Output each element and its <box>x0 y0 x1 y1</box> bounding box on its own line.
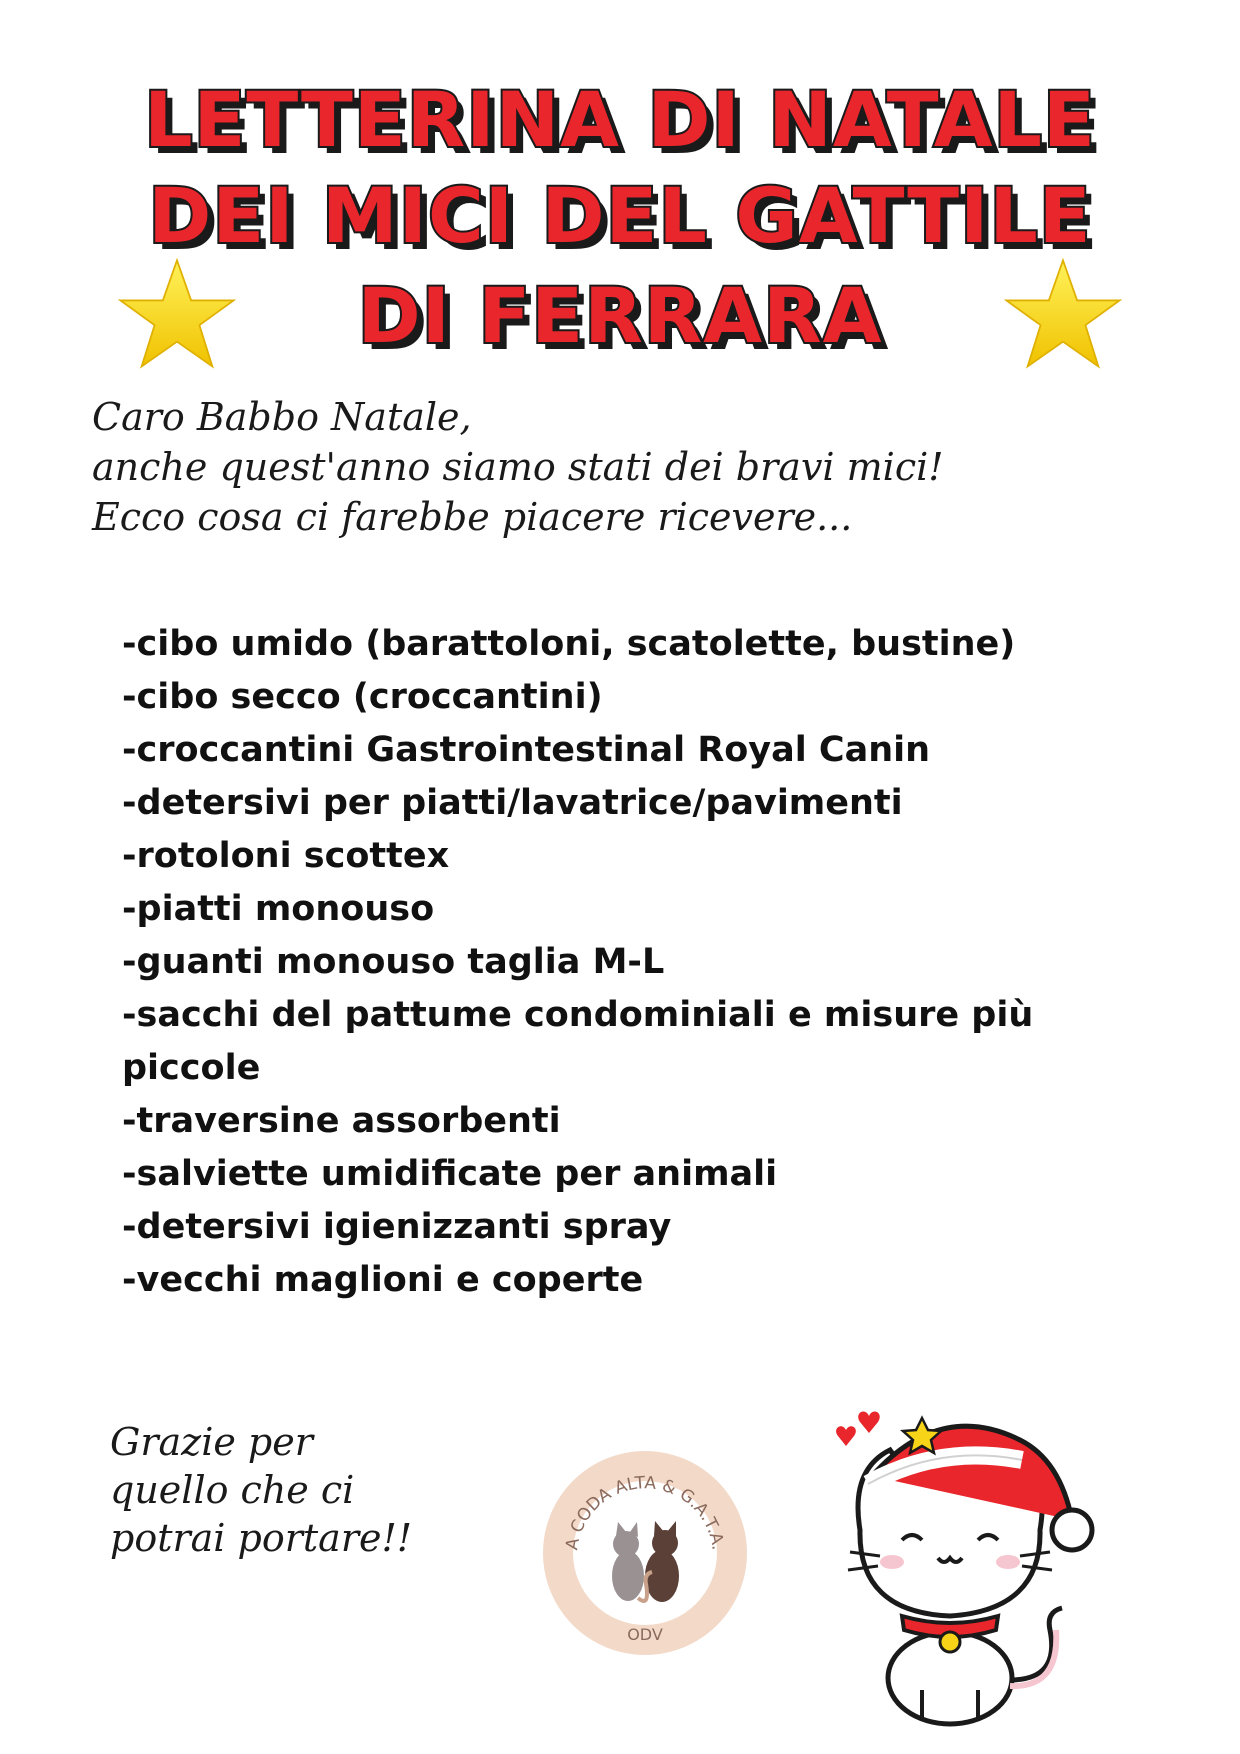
association-logo <box>540 1448 750 1658</box>
thanks-line-2: quello che ci <box>110 1468 355 1512</box>
wishlist-item: -rotoloni scottex <box>122 836 450 876</box>
thanks-line-1: Grazie per <box>110 1420 313 1464</box>
wishlist-item: -detersivi per piatti/lavatrice/pavimenti <box>122 783 903 823</box>
wishlist-item: -sacchi del pattume condominiali e misure più piccole <box>122 995 1034 1088</box>
logo-arc-text: A CODA ALTA & G.A.T.A. <box>562 1473 728 1552</box>
title-line-1: LETTERINA DI NATALE <box>144 75 1096 164</box>
wishlist-item: -croccantini Gastrointestinal Royal Canin <box>122 730 931 770</box>
wishlist-item: -cibo secco (croccantini) <box>122 677 603 717</box>
wishlist <box>122 618 1122 1307</box>
star-icon-right <box>1004 258 1122 370</box>
intro-line-2: anche quest'anno siamo stati dei bravi mici! <box>92 445 944 489</box>
thanks-text <box>110 1418 412 1562</box>
wishlist-item: -cibo umido (barattoloni, scatolette, bustine) <box>122 624 1016 664</box>
wishlist-item: -detersivi igienizzanti spray <box>122 1207 672 1247</box>
star-icon-left <box>118 258 236 370</box>
title-line-3: DI FERRARA <box>357 271 883 360</box>
wishlist-item: -vecchi maglioni e coperte <box>122 1260 644 1300</box>
santa-cat-illustration <box>810 1380 1140 1730</box>
intro-text <box>92 392 944 542</box>
hearts-icon <box>836 1412 880 1446</box>
thanks-line-3: potrai portare!! <box>110 1516 413 1560</box>
intro-line-1: Caro Babbo Natale, <box>92 395 472 439</box>
intro-line-3: Ecco cosa ci farebbe piacere ricevere... <box>92 495 853 539</box>
wishlist-item: -guanti monouso taglia M-L <box>122 942 665 982</box>
title-line-2: DEI MICI DEL GATTILE <box>148 171 1092 260</box>
wishlist-item: -traversine assorbenti <box>122 1101 561 1141</box>
wishlist-item: -salviette umidificate per animali <box>122 1154 778 1194</box>
logo-bottom-text: ODV <box>627 1625 663 1644</box>
wishlist-item: -piatti monouso <box>122 889 435 929</box>
